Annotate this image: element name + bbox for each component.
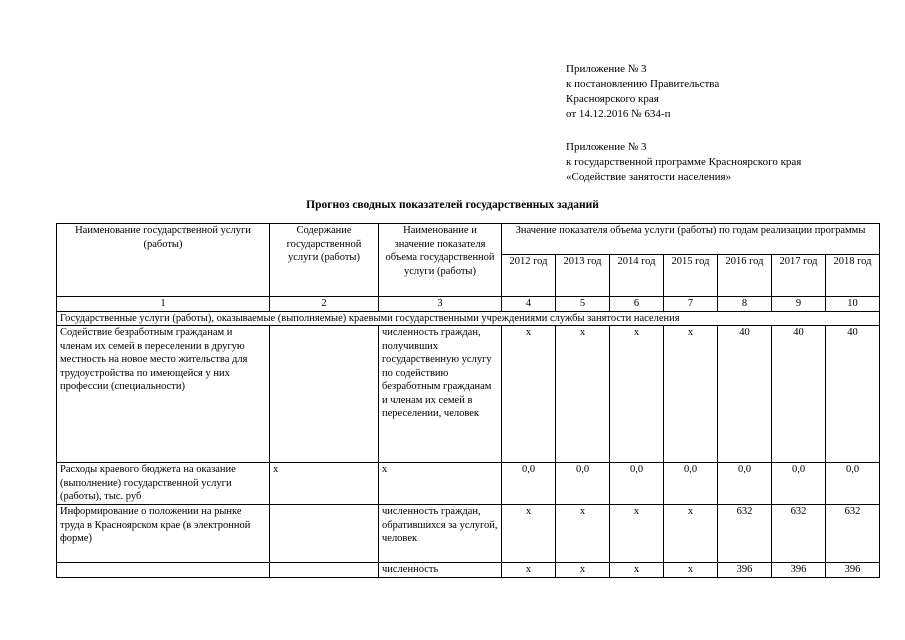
value-cell: x — [664, 563, 718, 578]
header-year: 2013 год — [556, 255, 610, 297]
value-cell: x — [610, 505, 664, 563]
service-name-cell — [57, 563, 270, 578]
value-cell: 632 — [826, 505, 880, 563]
column-number: 4 — [502, 297, 556, 312]
header-indicator: Наименование и значение показателя объема государственной услуги (работы) — [379, 224, 502, 297]
column-number: 7 — [664, 297, 718, 312]
value-cell: x — [502, 326, 556, 463]
header-service-name: Наименование государственной услуги (работы) — [57, 224, 270, 297]
service-name-cell: Содействие безработным гражданам и членам их семей в переселении в другую местность на новое место жительства для трудоустройства по имеющейся у них профессии (специальности) — [57, 326, 270, 463]
column-number: 2 — [270, 297, 379, 312]
value-cell: 0,0 — [826, 463, 880, 505]
header-line: от 14.12.2016 № 634-п — [566, 108, 671, 120]
header-year: 2014 год — [610, 255, 664, 297]
column-number: 8 — [718, 297, 772, 312]
service-name-cell: Расходы краевого бюджета на оказание (выполнение) государственной услуги (работы), тыс. руб — [57, 463, 270, 505]
value-cell: 0,0 — [772, 463, 826, 505]
value-cell: x — [502, 563, 556, 578]
indicator-cell: численность граждан, получивших государственную услугу по содействию безработным гражданам и членам их семей в переселении, человек — [379, 326, 502, 463]
value-cell: 0,0 — [610, 463, 664, 505]
header-line: «Содействие занятости населения» — [566, 171, 732, 183]
table-row — [57, 505, 880, 563]
service-content-cell — [270, 563, 379, 578]
header-year: 2018 год — [826, 255, 880, 297]
table-row — [57, 463, 880, 505]
service-name-cell: Информирование о положении на рынке труда в Красноярском крае (в электронной форме) — [57, 505, 270, 563]
value-cell: x — [556, 505, 610, 563]
value-cell: x — [556, 563, 610, 578]
header-year: 2017 год — [772, 255, 826, 297]
table-row — [57, 326, 880, 463]
value-cell: 632 — [772, 505, 826, 563]
column-number: 3 — [379, 297, 502, 312]
header-line: к государственной программе Красноярского края — [566, 156, 802, 168]
indicators-table — [56, 223, 880, 578]
header-line: Красноярского края — [566, 93, 659, 105]
column-number: 9 — [772, 297, 826, 312]
value-cell: x — [664, 326, 718, 463]
value-cell: 0,0 — [664, 463, 718, 505]
header-year: 2016 год — [718, 255, 772, 297]
value-cell: x — [610, 326, 664, 463]
service-content-cell — [270, 326, 379, 463]
value-cell: x — [556, 326, 610, 463]
value-cell: 40 — [772, 326, 826, 463]
value-cell: 396 — [772, 563, 826, 578]
value-cell: 396 — [718, 563, 772, 578]
column-number: 6 — [610, 297, 664, 312]
service-content-cell — [270, 505, 379, 563]
value-cell: x — [502, 505, 556, 563]
header-line: Приложение № 3 — [566, 141, 647, 153]
appendix-header — [566, 62, 801, 185]
value-cell: 396 — [826, 563, 880, 578]
column-number: 5 — [556, 297, 610, 312]
header-year: 2012 год — [502, 255, 556, 297]
header-service-content: Содержание государственной услуги (работы) — [270, 224, 379, 297]
column-number: 1 — [57, 297, 270, 312]
indicator-cell: численность граждан, обратившихся за услугой, человек — [379, 505, 502, 563]
table-row — [57, 563, 880, 578]
value-cell: 0,0 — [718, 463, 772, 505]
value-cell: 0,0 — [502, 463, 556, 505]
value-cell: x — [664, 505, 718, 563]
header-line: к постановлению Правительства — [566, 78, 720, 90]
value-cell: x — [610, 563, 664, 578]
value-cell: 632 — [718, 505, 772, 563]
document-title: Прогноз сводных показателей государственных заданий — [306, 199, 599, 211]
value-cell: 40 — [826, 326, 880, 463]
header-line: Приложение № 3 — [566, 63, 647, 75]
header-year: 2015 год — [664, 255, 718, 297]
indicator-cell: численность — [379, 563, 502, 578]
section-heading: Государственные услуги (работы), оказываемые (выполняемые) краевыми государственными учреждениями службы занятости населения — [57, 311, 880, 326]
header-years-group: Значение показателя объема услуги (работы) по годам реализации программы — [502, 224, 880, 255]
value-cell: 40 — [718, 326, 772, 463]
column-number-row — [57, 297, 880, 312]
indicator-cell: x — [379, 463, 502, 505]
value-cell: 0,0 — [556, 463, 610, 505]
column-number: 10 — [826, 297, 880, 312]
service-content-cell: x — [270, 463, 379, 505]
